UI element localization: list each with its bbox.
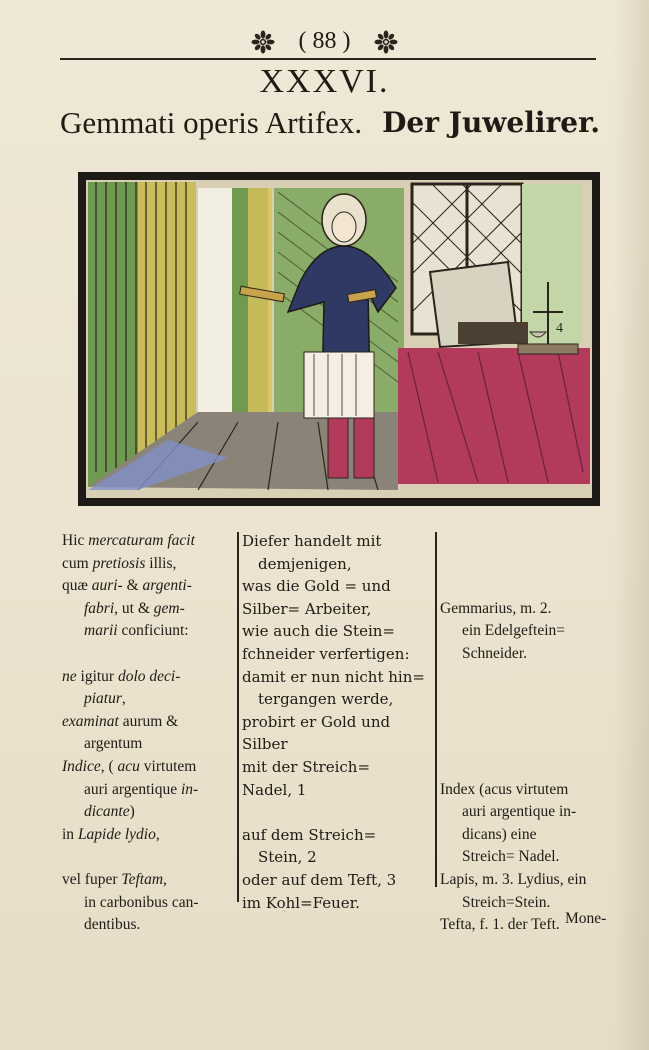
latin-text: in [62, 825, 78, 843]
vocabulary-line: Index (acus virtutem [440, 780, 569, 798]
title-latin: Gemmati operis Artifex. [60, 105, 363, 140]
latin-text: mercaturam facit [88, 532, 195, 549]
latin-text: Lapide lydio [77, 825, 156, 843]
german-line: fchneider verfertigen: [242, 644, 410, 663]
german-line: auf dem Streich= [242, 825, 377, 844]
latin-text: acu [117, 757, 140, 775]
vocabulary-line: Lapis, m. 3. Lydius, ein [440, 870, 587, 888]
latin-text: fabri [84, 599, 115, 617]
vocabulary-line: ein Edelgeftein= [462, 622, 565, 640]
german-line: was die Gold = und [242, 577, 391, 596]
latin-text: aurum & [118, 712, 179, 730]
latin-text: quæ [62, 577, 92, 595]
latin-line [62, 688, 237, 711]
latin-line [62, 620, 237, 643]
german-column [242, 530, 434, 914]
vocabulary-line: auri argentique in- [462, 803, 577, 821]
vocabulary-line [440, 733, 625, 756]
vocabulary-line [440, 688, 625, 711]
latin-line [62, 643, 237, 666]
latin-text: , [155, 825, 160, 843]
column-divider [237, 532, 239, 902]
vocabulary-line [440, 756, 625, 779]
column-divider [435, 532, 437, 887]
latin-line [62, 824, 237, 847]
latin-text: , ut & [114, 599, 154, 617]
latin-text: cum [62, 554, 93, 572]
german-line: tergangen werde, [258, 690, 394, 709]
vocabulary-line: Gemmarius, m. 2. [440, 599, 552, 617]
rosette-ornament-icon [374, 30, 398, 54]
latin-text: , ( [100, 757, 118, 775]
latin-text: pretiosis [92, 554, 146, 572]
latin-line [62, 756, 237, 779]
german-line: wie auch die Stein= [242, 622, 395, 641]
latin-line [62, 530, 237, 553]
latin-text: & [122, 577, 143, 595]
german-line: Silber= Arbeiter, [242, 599, 372, 618]
latin-line [62, 711, 237, 734]
illustration-number-4: 4 [556, 321, 563, 336]
page-number: ( 88 ) [298, 28, 351, 54]
german-line: probirt er Gold und [242, 712, 391, 731]
latin-text: auri- [91, 577, 123, 595]
latin-text: illis, [145, 554, 177, 572]
german-line: oder auf dem Teft, 3 [242, 870, 397, 889]
latin-text: in carbonibus can- [84, 893, 199, 911]
chapter-number: XXXVI. [259, 63, 390, 100]
header-rule [60, 58, 596, 60]
german-line: Nadel, 1 [242, 780, 307, 799]
latin-text: ne [62, 667, 77, 685]
latin-text: virtutem [139, 757, 197, 775]
rosette-ornament-icon [251, 30, 275, 54]
latin-line [62, 553, 237, 576]
latin-line [62, 575, 237, 598]
catchword: Mone- [565, 910, 607, 927]
latin-text: dentibus. [84, 916, 141, 934]
page-number-row [0, 26, 649, 56]
latin-line [62, 598, 237, 621]
latin-text: Indice [62, 757, 101, 775]
latin-line [62, 914, 237, 937]
latin-text: , [163, 870, 167, 888]
title-german: Der Juwelirer. [382, 106, 600, 139]
german-line: demjenigen, [258, 554, 352, 573]
german-line [242, 801, 434, 824]
german-line: damit er nun nicht hin= [242, 667, 425, 686]
latin-column [62, 530, 237, 937]
latin-line [62, 666, 237, 689]
latin-text: conficiunt: [117, 622, 189, 640]
latin-text: vel fuper [62, 870, 122, 888]
latin-text: in- [180, 780, 199, 798]
latin-line [62, 733, 237, 756]
latin-text: ) [129, 803, 135, 821]
latin-text: dicante [84, 803, 130, 821]
latin-line [62, 846, 237, 869]
german-line: im Kohl=Feuer. [242, 893, 360, 912]
german-line: Stein, 2 [258, 848, 317, 867]
latin-text: auri argentique [84, 780, 181, 798]
latin-text: Hic [62, 532, 89, 549]
vocabulary-line [440, 666, 625, 689]
chapter-title [60, 102, 600, 144]
vocabulary-line [440, 530, 625, 553]
latin-line [62, 779, 237, 802]
german-line: mit der Streich= [242, 757, 371, 776]
german-line: Silber [242, 735, 288, 754]
latin-line [62, 869, 237, 892]
vocabulary-line: Schneider. [462, 644, 527, 662]
latin-line [62, 801, 237, 824]
latin-text: gem- [153, 599, 185, 617]
vocabulary-line: Tefta, f. 1. der Teft. [440, 916, 560, 934]
vocabulary-line: Streich= Nadel. [462, 848, 560, 866]
latin-text: examinat [62, 712, 119, 730]
vocabulary-line [440, 575, 625, 598]
latin-text: argenti- [142, 577, 192, 595]
vocabulary-line [440, 711, 625, 734]
latin-text: piatur [84, 690, 122, 708]
vocabulary-line: Streich=Stein. [462, 893, 551, 911]
vocabulary-line: dicans) eine [462, 825, 537, 843]
vocabulary-line [440, 553, 625, 576]
latin-line [62, 892, 237, 915]
latin-text: Teftam [121, 870, 164, 888]
latin-text: argentum [84, 735, 143, 753]
latin-text: , [121, 690, 126, 708]
vocabulary-column [440, 530, 625, 937]
latin-text: igitur [76, 667, 118, 685]
latin-text: marii [84, 622, 118, 640]
latin-text: dolo deci- [117, 667, 181, 685]
woodcut-illustration [78, 172, 600, 506]
german-line: Diefer handelt mit [242, 532, 382, 550]
